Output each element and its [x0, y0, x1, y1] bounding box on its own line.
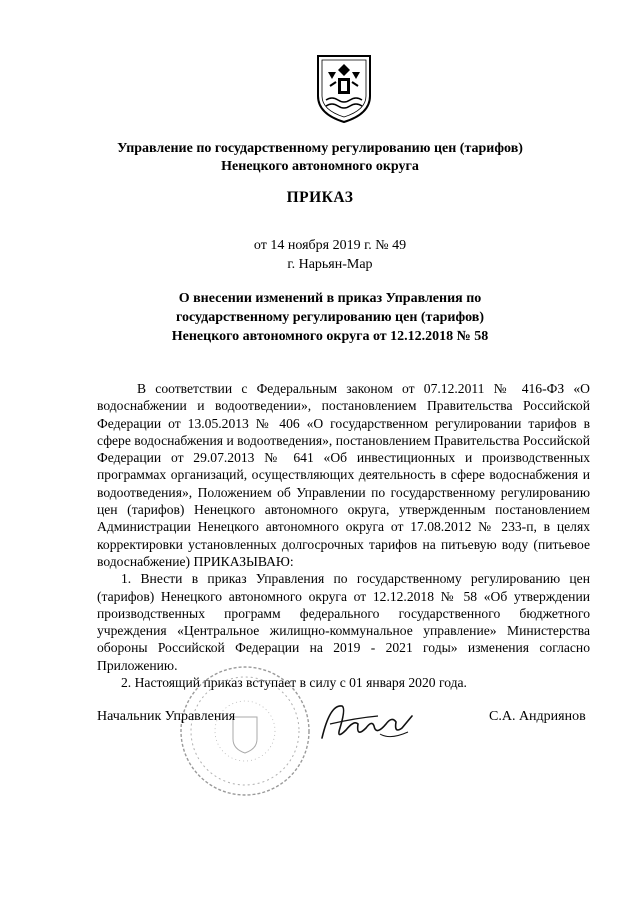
body-paragraph-item-2: 2. Настоящий приказ вступает в силу с 01 января 2020 года. — [121, 675, 467, 691]
subject-line-2: государственному регулированию цен (тарифов) — [175, 310, 485, 325]
body-paragraph-item-1: 1. Внести в приказ Управления по государственному регулированию цен (тарифов) Ненецкого автономного округа от 12.12.2018 № 58 «Об утверждении производственных программ федерального государственного бюджетного учреждения «Центральное жилищно-коммунальное управление» Министерства обороны Российской Федерации на 2019 - 2021 годы» изменения согласно Приложению. — [97, 571, 590, 673]
document-subject — [10, 289, 640, 346]
handwritten-signature-icon — [316, 694, 416, 748]
document-meta — [10, 236, 640, 274]
subject-line-1: О внесении изменений в приказ Управления по — [178, 291, 482, 306]
organization-name — [0, 140, 640, 176]
organization-line-2: Ненецкого автономного округа — [221, 159, 419, 174]
document-title: ПРИКАЗ — [286, 189, 354, 206]
body-paragraph-preamble: В соответствии с Федеральным законом от 07.12.2011 № 416-ФЗ «О водоснабжении и водоотведении», постановлением Правительства Российской Федерации от 13.05.2013 № 406 «О государственном регулировании тарифов в сфере водоснабжения и водоотведения», постановлением Правительства Российской Федерации от 29.07.2013 № 641 «Об инвестиционных и производственных программах организаций, осуществляющих деятельность в сфере водоснабжения и водоотведения», Положением об Управлении по государственному регулированию цен (тарифов) Ненецкого автономного округа, утвержденным постановлением Администрации Ненецкого автономного округа от 17.08.2012 № 233-п, в целях корректировки установленных долгосрочных тарифов на питьевую воду (питьевое водоснабжение) ПРИКАЗЫВАЮ: — [97, 381, 590, 569]
signatory-name: С.А. Андриянов — [489, 709, 586, 724]
document-date-number: от 14 ноября 2019 г. № 49 — [253, 238, 407, 253]
signatory-position: Начальник Управления — [97, 709, 236, 724]
document-body — [97, 380, 590, 691]
round-seal-stamp-icon — [175, 655, 315, 805]
document-city: г. Нарьян-Мар — [287, 257, 373, 272]
nenets-coat-of-arms-icon — [314, 52, 374, 124]
organization-line-1: Управление по государственному регулированию цен (тарифов) — [117, 141, 523, 156]
subject-line-3: Ненецкого автономного округа от 12.12.2018 № 58 — [171, 329, 489, 344]
